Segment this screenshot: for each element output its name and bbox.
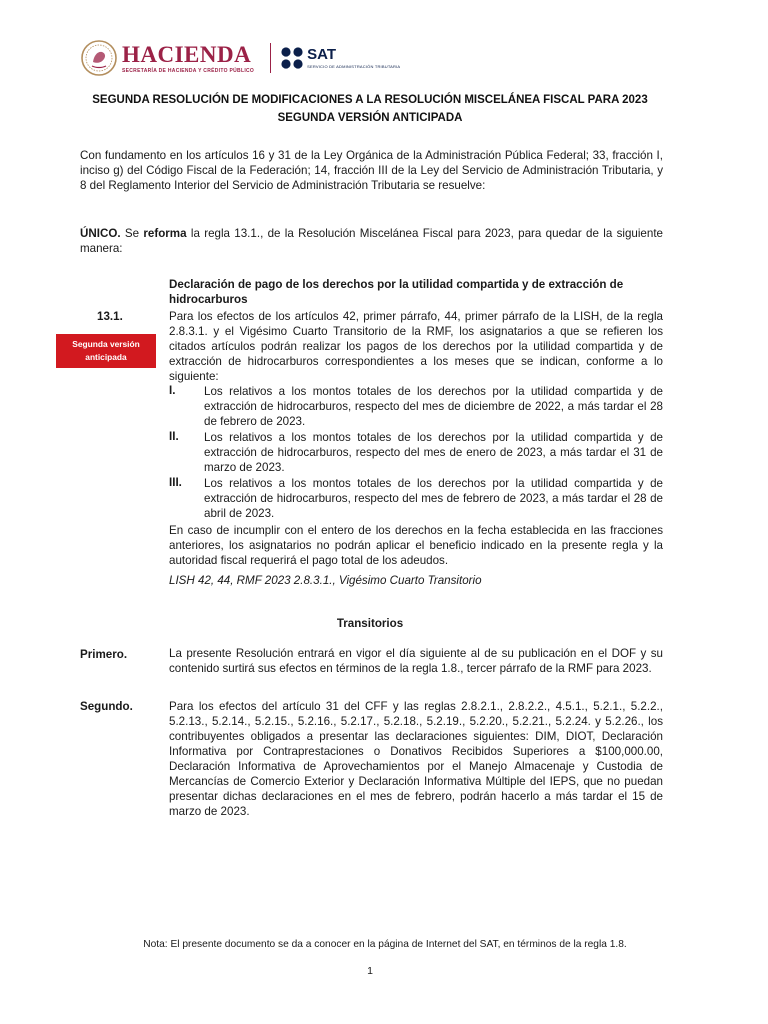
primero-label: Primero. <box>80 648 128 661</box>
badge-line-1: Segunda versión <box>72 339 140 349</box>
sat-subtitle: SERVICIO DE ADMINISTRACIÓN TRIBUTARIA <box>307 64 401 69</box>
rule-reference: LISH 42, 44, RMF 2023 2.8.3.1., Vigésimo Cuarto Transitorio <box>169 574 482 587</box>
unico-rest: la regla 13.1., de la Resolución Miscelánea Fiscal para 2023, para quedar de la siguiente manera: <box>80 227 663 255</box>
hacienda-wordmark <box>122 43 254 74</box>
unico-bold: reforma <box>143 227 187 240</box>
version-badge <box>56 334 156 368</box>
fraction-number: I. <box>169 384 176 397</box>
badge-line-2: anticipada <box>85 352 127 362</box>
fraction-text: Los relativos a los montos totales de los derechos por la utilidad compartida y de extracción de hidrocarburos, respecto del mes de enero de 2023, a más tardar el 31 de marzo de 2023. <box>204 431 663 474</box>
rule-number: 13.1. <box>97 310 123 323</box>
unico-pre: Se <box>124 227 140 240</box>
hacienda-subtitle: SECRETARÍA DE HACIENDA Y CRÉDITO PÚBLICO <box>122 67 255 74</box>
fraction-text: Los relativos a los montos totales de los derechos por la utilidad compartida y de extracción de hidrocarburos, respecto del mes de diciembre de 2022, a más tardar el 28 de febrero de 2023. <box>204 385 663 428</box>
header-logos <box>80 36 400 80</box>
unico-paragraph <box>80 226 663 256</box>
sat-logo <box>280 46 400 70</box>
segundo-text: Para los efectos del artículo 31 del CFF y las reglas 2.8.2.1., 2.8.2.2., 4.5.1., 5.2.1., 5.2.2., 5.2.13., 5.2.14., 5.2.15., 5.2.16., 5.2.17., 5.2.18., 5.2.19., 5.2.20., 5.2.21., 5.2.24. y 5.2.26., los contribuyentes obligados a presentar las declaraciones siguientes: DIM, DIOT, Declaración Informativa por Contraprestaciones o Donativos Recibidos Superiores a $100,000.00, Declaración Informativa de Aprovechamientos por el Manejo Almacenaje y Custodia de Mercancías de Comercio Exterior y Declaración Informativa Múltiple del IEPS, que no puedan presentar dichas declaraciones en el mes de febrero, podrán hacerlo a más tardar el 15 de marzo de 2023. <box>169 700 663 818</box>
primero-text: La presente Resolución entrará en vigor el día siguiente al de su publicación en el DOF y su contenido surtirá sus efectos en términos de la regla 1.8., tercer párrafo de la RMF para 2023. <box>169 647 663 675</box>
hacienda-title: HACIENDA <box>122 41 252 67</box>
sat-logo-icon <box>280 46 304 70</box>
transitorios-heading: Transitorios <box>336 617 404 630</box>
footer-note: Nota: El presente documento se da a conocer en la página de Internet del SAT, en términos de la regla 1.8. <box>143 939 627 950</box>
document-subtitle: SEGUNDA VERSIÓN ANTICIPADA <box>277 112 463 124</box>
document-title: SEGUNDA RESOLUCIÓN DE MODIFICACIONES A LA RESOLUCIÓN MISCELÁNEA FISCAL PARA 2023 <box>92 94 648 106</box>
intro-paragraph: Con fundamento en los artículos 16 y 31 de la Ley Orgánica de la Administración Pública Federal; 33, fracción I, inciso g) del Código Fiscal de la Federación; 14, fracción III de la Ley del Servicio de Administración Tributaria, y 8 del Reglamento Interior del Servicio de Administración Tributaria se resuelve: <box>80 149 663 192</box>
coat-of-arms-icon <box>80 37 118 79</box>
rule-closing: En caso de incumplir con el entero de los derechos en la fecha establecida en las fracciones anteriores, los asignatarios no podrán aplicar el beneficio indicado en la presente regla y la autoridad fiscal requerirá el pago total de los adeudos. <box>169 524 663 567</box>
fraction-number: II. <box>169 430 179 443</box>
page-number: 1 <box>367 965 373 977</box>
fraction-number: III. <box>169 476 182 489</box>
fraction-text: Los relativos a los montos totales de los derechos por la utilidad compartida y de extracción de hidrocarburos, respecto del mes de febrero de 2023, a más tardar el 28 de abril de 2023. <box>204 477 663 520</box>
segundo-label: Segundo. <box>80 700 133 713</box>
header-divider <box>270 43 271 73</box>
rule-body: Para los efectos de los artículos 42, primer párrafo, 44, primer párrafo de la LISH, de la regla 2.8.3.1. y el Vigésimo Cuarto Transitorio de la RMF, los asignatarios a que se refieren los citados artículos podrán realizar los pagos de los derechos por la utilidad compartida y de extracción de hidrocarburos correspondientes a los meses que se indican, conforme a lo siguiente: <box>169 310 663 383</box>
sat-title: SAT <box>307 46 336 63</box>
unico-label: ÚNICO. <box>80 227 121 240</box>
rule-heading: Declaración de pago de los derechos por la utilidad compartida y de extracción de hidrocarburos <box>169 278 624 306</box>
